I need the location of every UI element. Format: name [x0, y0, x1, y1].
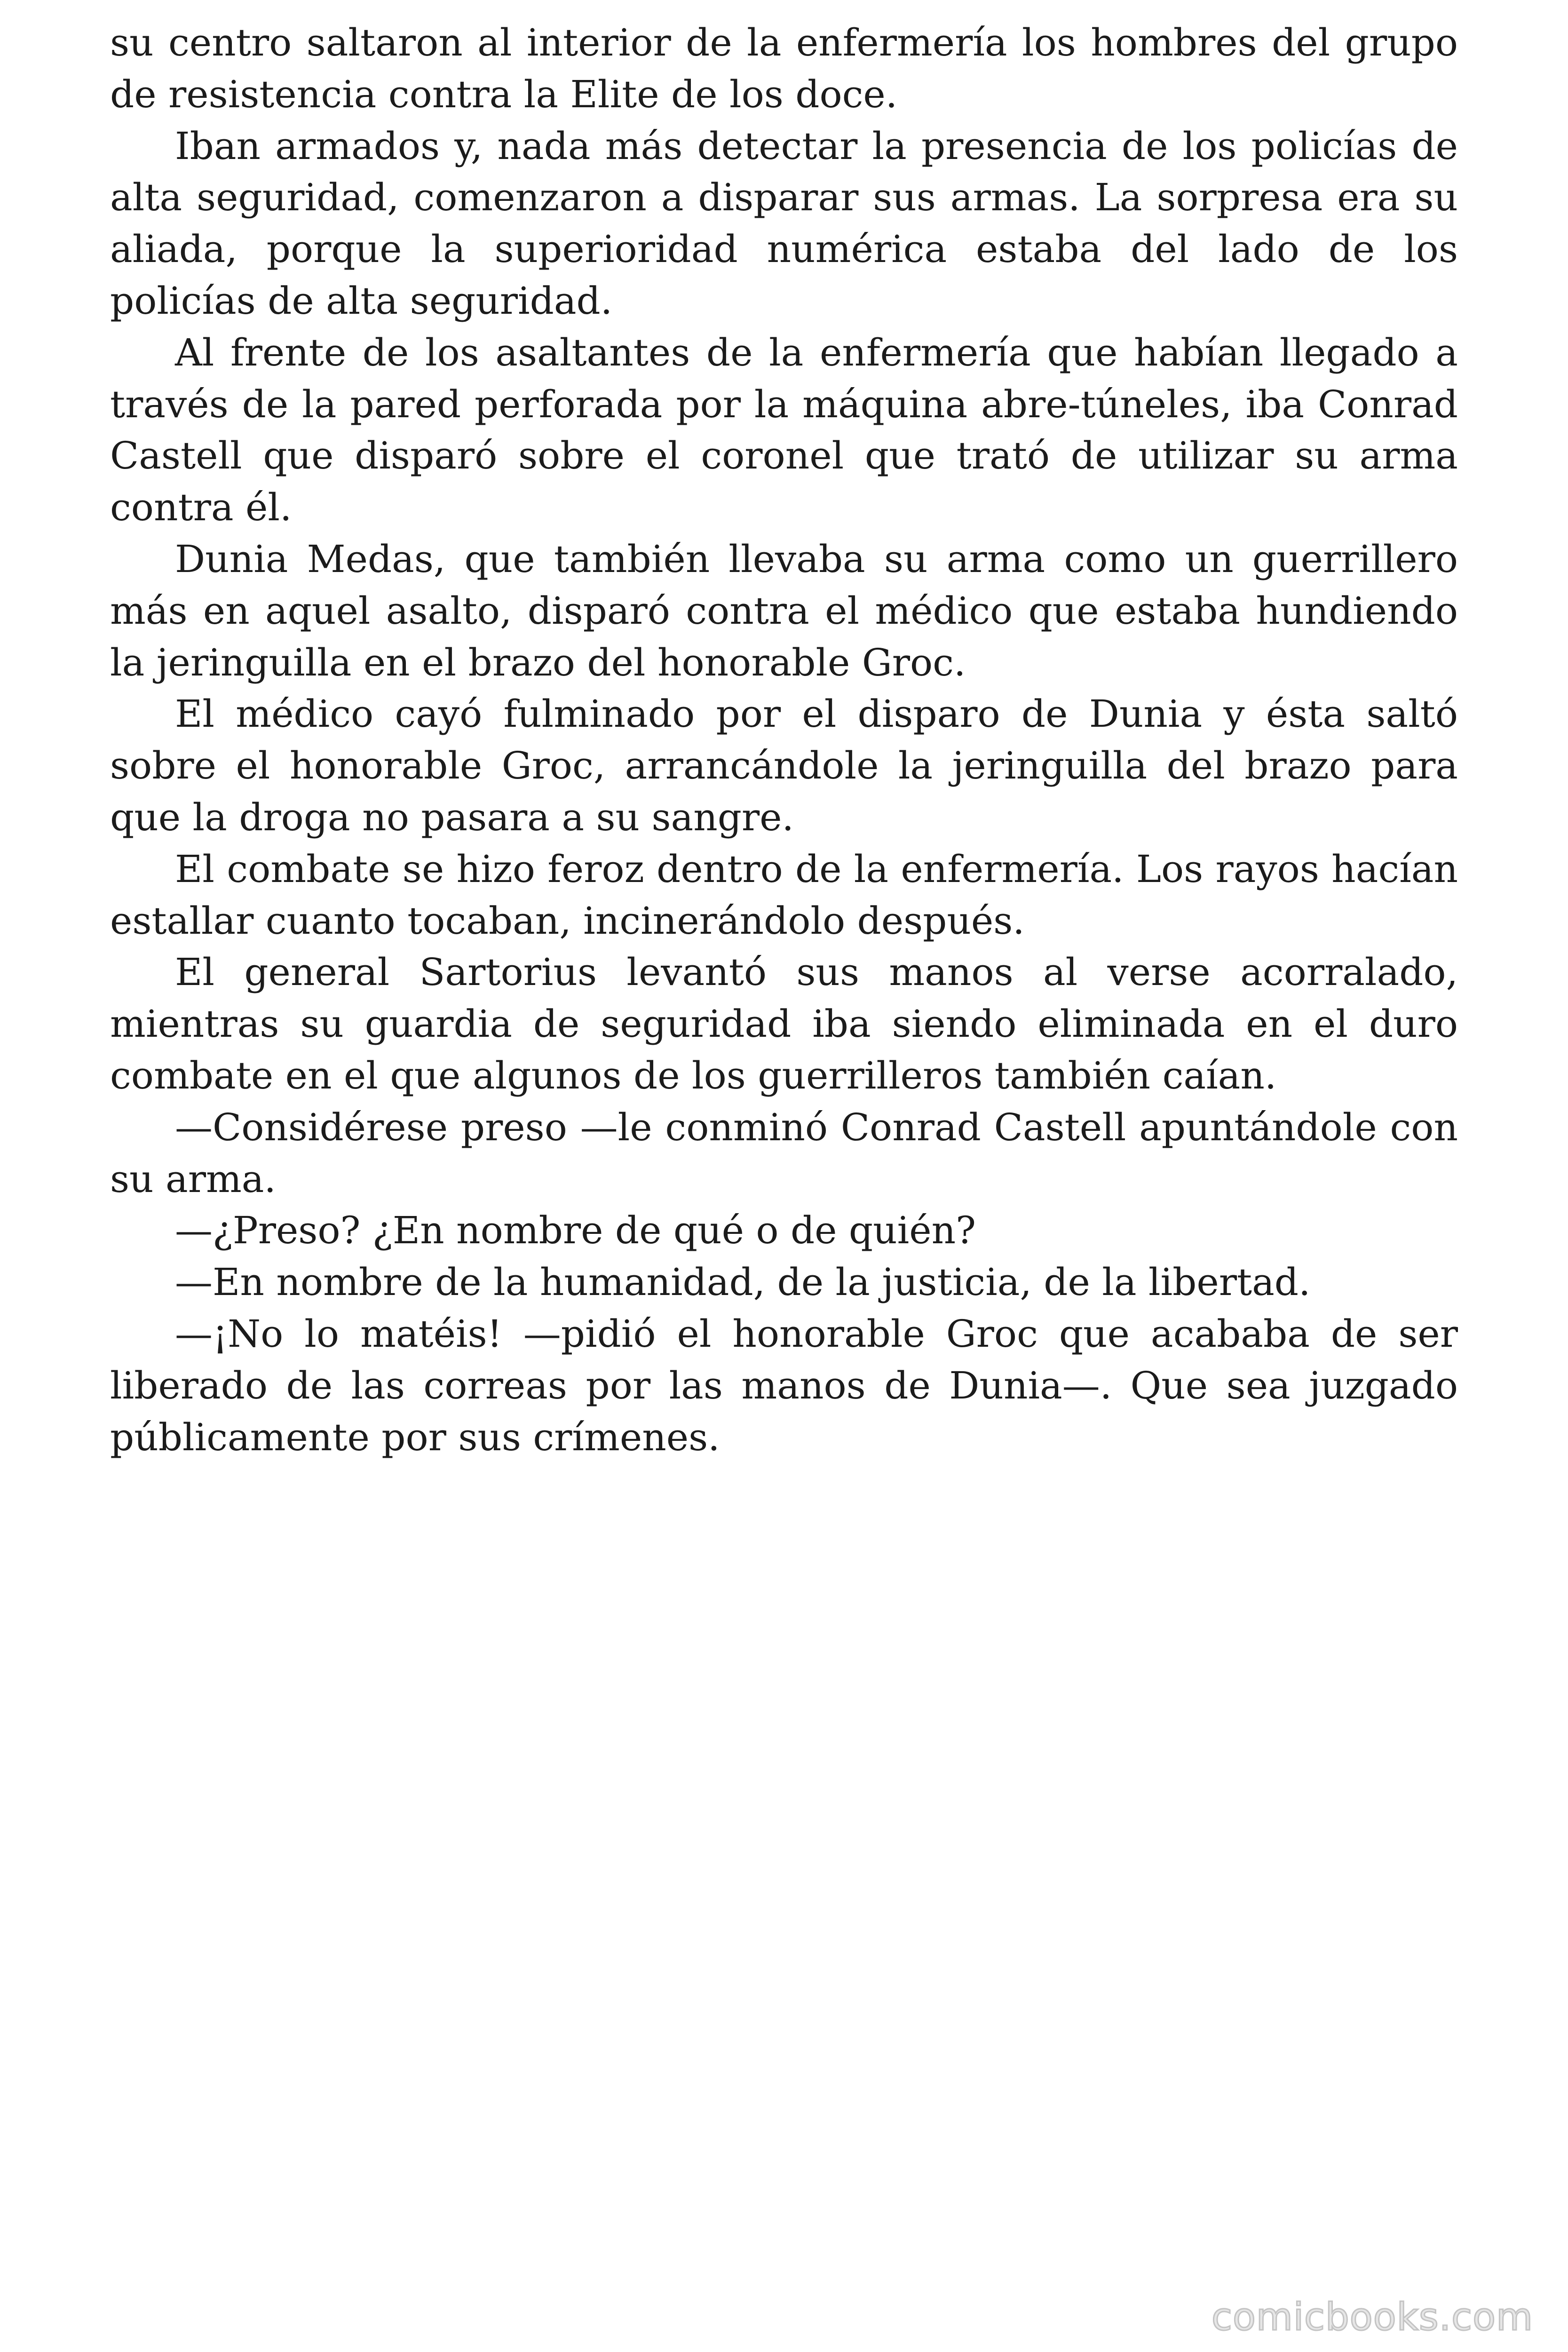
paragraph: Iban armados y, nada más detectar la presencia de los policías de alta seguridad, comenzaron a disparar sus armas. La sorpresa era su aliada, porque la superioridad numérica estaba del lado de los policías de alta seguridad.: [110, 124, 1458, 323]
watermark: comicbooks.com: [1211, 2295, 1533, 2339]
paragraph: El médico cayó fulminado por el disparo de Dunia y ésta saltó sobre el honorable Groc, arrancándole la jeringuilla del brazo para que la droga no pasara a su sangre.: [110, 692, 1458, 839]
paragraph: El general Sartorius levantó sus manos al verse acorralado, mientras su guardia de seguridad iba siendo eliminada en el duro combate en el que algunos de los guerrilleros también caían.: [110, 950, 1458, 1097]
dialogue-line: —¡No lo matéis! —pidió el honorable Groc que acababa de ser liberado de las correas por las manos de Dunia—. Que sea juzgado públicamente por sus crímenes.: [110, 1311, 1458, 1459]
paragraph: Al frente de los asaltantes de la enfermería que habían llegado a través de la pared perforada por la máquina abre-túneles, iba Conrad Castell que disparó sobre el coronel que trató de utilizar su arma contra él.: [110, 330, 1458, 530]
paragraph: El combate se hizo feroz dentro de la enfermería. Los rayos hacían estallar cuanto tocaban, incinerándolo después.: [110, 847, 1458, 943]
dialogue-line: —¿Preso? ¿En nombre de qué o de quién?: [175, 1208, 976, 1253]
dialogue-line: —En nombre de la humanidad, de la justicia, de la libertad.: [175, 1260, 1311, 1304]
paragraph: Dunia Medas, que también llevaba su arma como un guerrillero más en aquel asalto, disparó contra el médico que estaba hundiendo la jeringuilla en el brazo del honorable Groc.: [110, 537, 1458, 684]
paragraph-continued: su centro saltaron al interior de la enfermería los hombres del grupo de resistencia contra la Elite de los doce.: [110, 21, 1458, 116]
dialogue-line: —Considérese preso —le conminó Conrad Castell apuntándole con su arma.: [110, 1105, 1458, 1201]
body-text: [110, 17, 1458, 1463]
